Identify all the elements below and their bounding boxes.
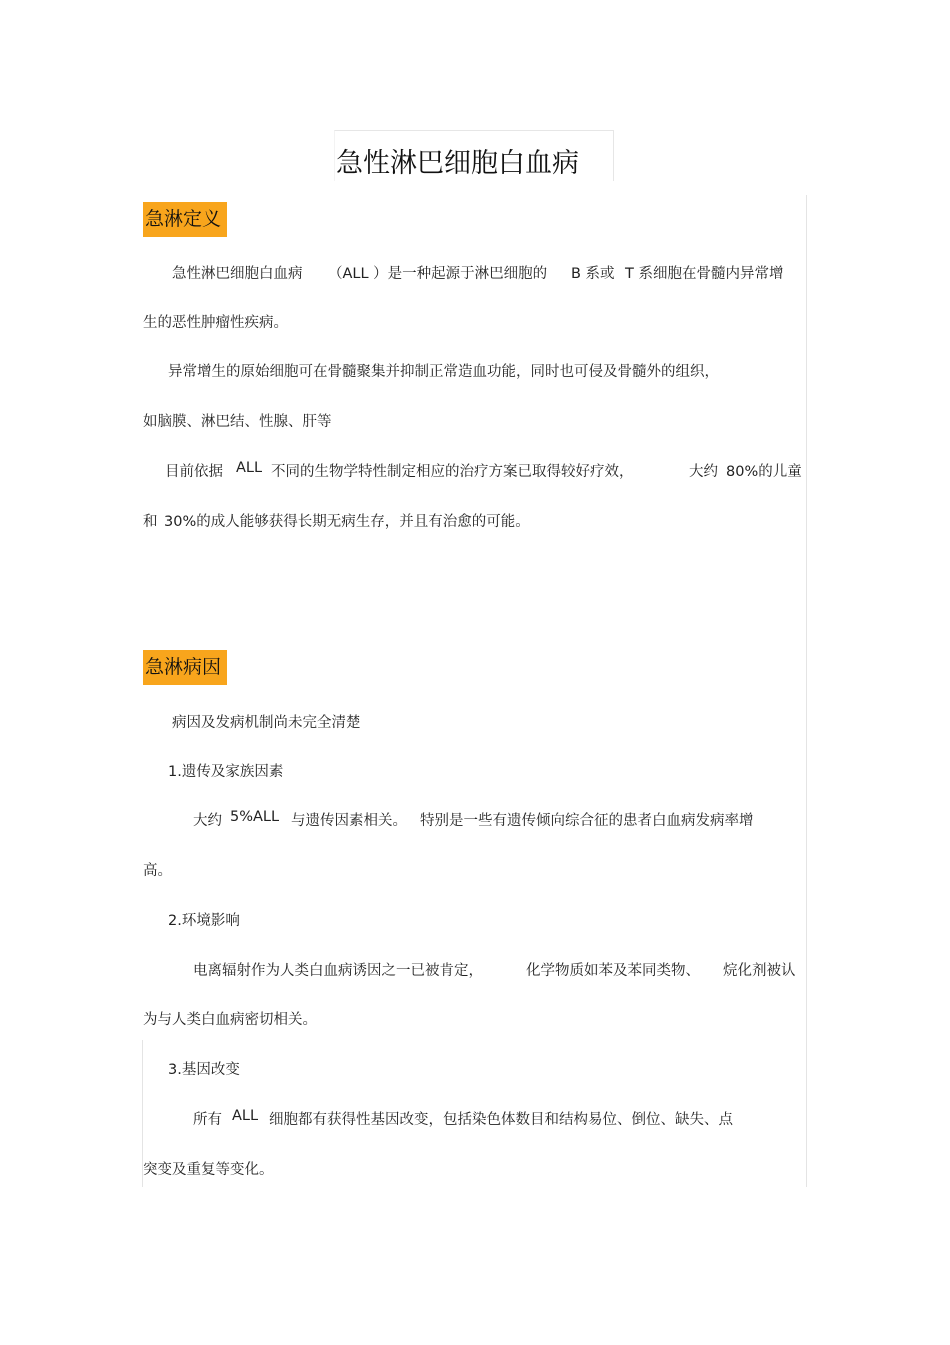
paragraph-line: ALL (232, 1108, 259, 1124)
paragraph-line: 所有 (193, 1112, 222, 1128)
paragraph-line: 目前依据 (165, 464, 223, 480)
paragraph-line: 烷化剂被认 (723, 963, 796, 979)
paragraph-line: 高。 (143, 863, 172, 879)
section-heading-definition: 急淋定义 (143, 202, 227, 237)
paragraph-line: 异常增生的原始细胞可在骨髓聚集并抑制正常造血功能，同时也可侵及骨髓外的组织， (168, 364, 719, 380)
paragraph-line: B 系或 (571, 266, 615, 282)
paragraph-line: 病因及发病机制尚未完全清楚 (172, 715, 361, 731)
paragraph-line: 与遗传因素相关。 (291, 813, 407, 829)
paragraph-line: 急性淋巴细胞白血病 (172, 266, 303, 282)
paragraph-line: 大约 (193, 813, 222, 829)
paragraph-line: 特别是一些有遗传倾向综合征的患者白血病发病率增 (420, 813, 754, 829)
paragraph-line: 电离辐射作为人类白血病诱因之一已被肯定， (193, 963, 483, 979)
paragraph-line: （ALL ）是一种起源于淋巴细胞的 (328, 266, 548, 282)
paragraph-line: 生的恶性肿瘤性疾病。 (143, 315, 288, 331)
paragraph-line: 不同的生物学特性制定相应的治疗方案已取得较好疗效， (271, 464, 634, 480)
list-item-heading: 2.环境影响 (168, 913, 240, 929)
paragraph-line: 为与人类白血病密切相关。 (143, 1012, 317, 1028)
paragraph-line: 5%ALL (230, 809, 280, 825)
paragraph-line: 如脑膜、淋巴结、性腺、肝等 (143, 414, 332, 430)
right-border-line (806, 195, 807, 1187)
paragraph-line: T 系细胞在骨髓内异常增 (625, 266, 784, 282)
paragraph-line: 突变及重复等变化。 (143, 1162, 274, 1178)
list-item-heading: 3.基因改变 (168, 1062, 240, 1078)
paragraph-line: ALL (236, 460, 263, 476)
section-heading-cause: 急淋病因 (143, 650, 227, 685)
paragraph-line: 细胞都有获得性基因改变，包括染色体数目和结构易位、倒位、缺失、点 (269, 1112, 733, 1128)
paragraph-line: 大约 (689, 464, 718, 480)
paragraph-line: 化学物质如苯及苯同类物、 (526, 963, 700, 979)
list-item-heading: 1.遗传及家族因素 (168, 764, 284, 780)
paragraph-line: 30%的成人能够获得长期无病生存，并且有治愈的可能。 (164, 514, 530, 530)
document-title: 急性淋巴细胞白血病 (336, 148, 579, 179)
paragraph-line: 和 (143, 514, 158, 530)
paragraph-line: 80%的儿童 (726, 464, 802, 480)
